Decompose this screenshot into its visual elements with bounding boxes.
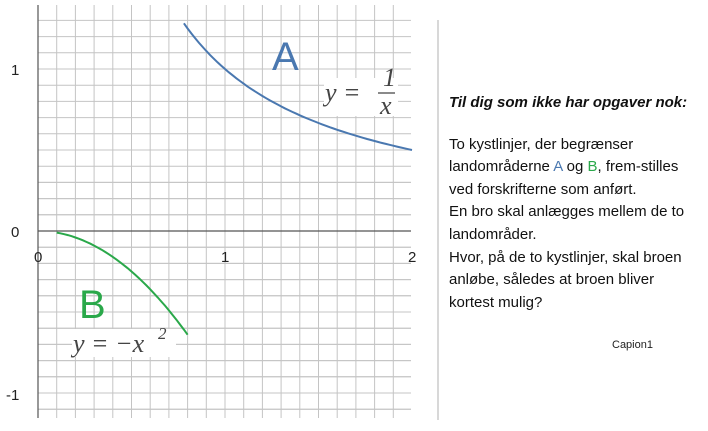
paragraph-question: Hvor, på de to kystlinjer, skal broen anløbe, således at broen bliver kortest mulig? xyxy=(449,248,682,311)
caption: Capion1 xyxy=(612,339,653,351)
paragraph-bridge: En bro skal anlægges mellem de to landområder. xyxy=(449,203,685,243)
text-part: To kystlinjer, der begrænser landområderne xyxy=(449,135,634,176)
equation-a-denominator: x xyxy=(380,91,392,120)
problem-text xyxy=(449,92,699,314)
y-tick-label-1: 1 xyxy=(11,62,20,79)
x-tick-label-2: 2 xyxy=(408,249,417,266)
region-label-b: B xyxy=(79,283,106,327)
equation-b xyxy=(70,324,176,358)
x-tick-label-0: 0 xyxy=(34,249,43,266)
problem-heading: Til dig som ikke har opgaver nok: xyxy=(449,94,688,111)
equation-b-lhs: y = −x xyxy=(73,329,145,358)
equation-b-exponent: 2 xyxy=(158,324,167,343)
text-part: , frem-stilles ved forskrifterne som anført. xyxy=(449,158,679,198)
equation-a xyxy=(322,63,398,120)
region-label-a: A xyxy=(272,35,299,79)
x-tick-label-1: 1 xyxy=(221,249,230,266)
equation-a-numerator: 1 xyxy=(383,63,396,92)
paragraph-coastlines xyxy=(449,134,699,202)
equation-a-lhs: y = xyxy=(325,78,361,107)
panel-divider xyxy=(437,20,439,420)
text-part: og xyxy=(566,158,584,176)
y-tick-label-minus-1: -1 xyxy=(6,387,20,404)
y-tick-label-0: 0 xyxy=(11,224,20,241)
label-b: B xyxy=(587,158,598,176)
curve-b-parabola xyxy=(57,233,188,335)
label-a: A xyxy=(553,158,563,176)
